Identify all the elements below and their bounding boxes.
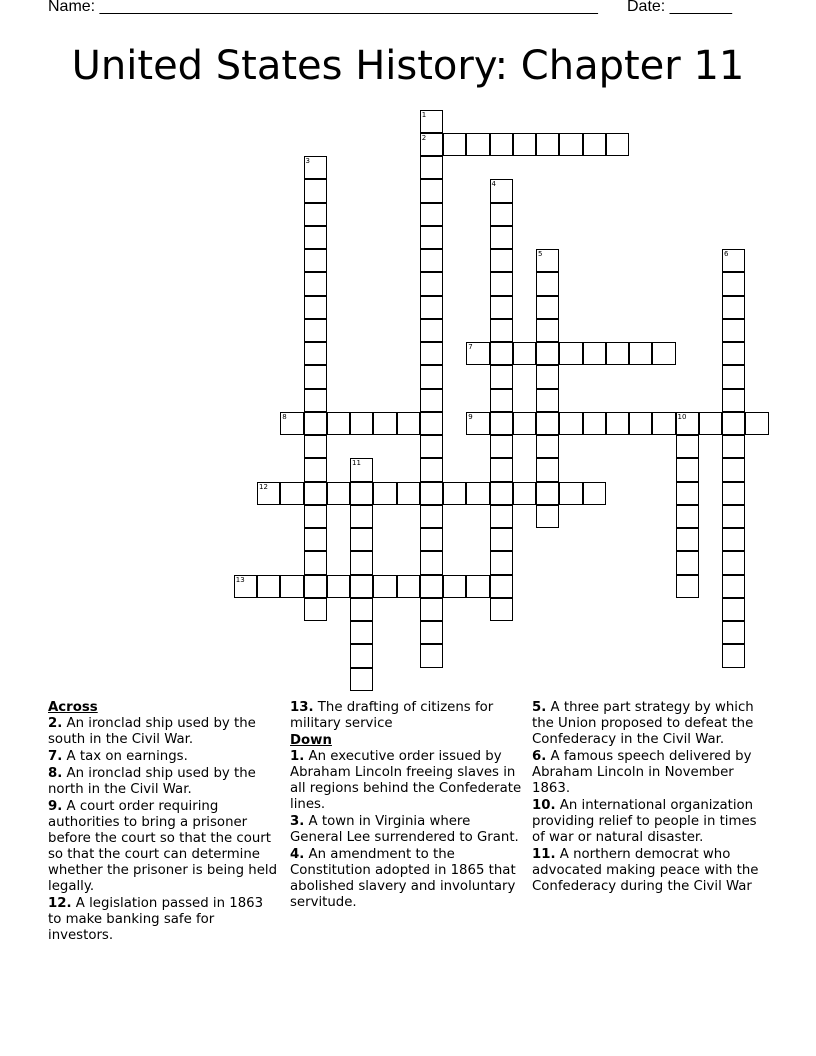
crossword-cell[interactable] bbox=[304, 458, 327, 481]
crossword-cell[interactable] bbox=[676, 551, 699, 574]
clue-number-label: 12 bbox=[259, 482, 268, 491]
crossword-cell[interactable] bbox=[304, 575, 327, 598]
crossword-cell[interactable] bbox=[559, 133, 582, 156]
crossword-cell[interactable] bbox=[745, 412, 768, 435]
clue-number-label: 4 bbox=[491, 180, 496, 189]
crossword-cell[interactable] bbox=[420, 505, 443, 528]
clue-column-3 bbox=[532, 700, 764, 896]
clue-number-label: 7 bbox=[468, 343, 473, 351]
crossword-cell[interactable] bbox=[420, 365, 443, 388]
crossword-cell[interactable] bbox=[327, 412, 350, 435]
crossword-cell[interactable] bbox=[420, 551, 443, 574]
date-line: Date: _______ bbox=[627, 0, 732, 15]
crossword-cell[interactable] bbox=[420, 458, 443, 481]
crossword-cell[interactable] bbox=[676, 528, 699, 551]
crossword-cell[interactable] bbox=[536, 458, 559, 481]
crossword-cell[interactable] bbox=[583, 133, 606, 156]
crossword-cell[interactable] bbox=[629, 342, 652, 365]
crossword-cell[interactable] bbox=[676, 412, 699, 435]
crossword-cell[interactable] bbox=[490, 319, 513, 342]
crossword-cell[interactable] bbox=[466, 133, 489, 156]
crossword-cell[interactable] bbox=[722, 249, 745, 272]
clue-number-label: 6 bbox=[724, 250, 729, 258]
crossword-cell[interactable] bbox=[490, 203, 513, 226]
clue-number: 12. bbox=[48, 896, 72, 911]
page-title: United States History: Chapter 11 bbox=[71, 43, 745, 89]
clue-number: 7. bbox=[48, 749, 63, 764]
crossword-cell[interactable] bbox=[420, 528, 443, 551]
clue-text: An ironclad ship used by the south in the Civil War. bbox=[48, 716, 256, 747]
name-line: Name: ________________________________________________________ bbox=[48, 0, 598, 15]
crossword-cell[interactable] bbox=[722, 272, 745, 295]
clue-text: A town in Virginia where General Lee surrendered to Grant. bbox=[290, 814, 519, 845]
crossword-cell[interactable] bbox=[490, 365, 513, 388]
crossword-cell[interactable] bbox=[722, 365, 745, 388]
crossword-cell[interactable] bbox=[722, 575, 745, 598]
crossword-cell[interactable] bbox=[490, 296, 513, 319]
clue-text: An amendment to the Constitution adopted in 1865 that abolished slavery and involuntary servitude. bbox=[290, 847, 516, 910]
crossword-cell[interactable] bbox=[513, 412, 536, 435]
crossword-cell[interactable] bbox=[536, 505, 559, 528]
clue-text: A three part strategy by which the Union proposed to defeat the Confederacy in the Civil War. bbox=[532, 700, 754, 747]
crossword-cell[interactable] bbox=[722, 598, 745, 621]
crossword-cell[interactable] bbox=[350, 575, 373, 598]
crossword-cell[interactable] bbox=[420, 133, 443, 156]
crossword-cell[interactable] bbox=[304, 296, 327, 319]
crossword-cell[interactable] bbox=[397, 575, 420, 598]
crossword-cell[interactable] bbox=[583, 412, 606, 435]
crossword-cell[interactable] bbox=[490, 179, 513, 202]
crossword-cell[interactable] bbox=[466, 575, 489, 598]
clue-item bbox=[48, 716, 280, 748]
crossword-cell[interactable] bbox=[350, 551, 373, 574]
crossword-cell[interactable] bbox=[490, 528, 513, 551]
crossword-cell[interactable] bbox=[420, 156, 443, 179]
crossword-cell[interactable] bbox=[304, 528, 327, 551]
crossword-cell[interactable] bbox=[490, 482, 513, 505]
crossword-cell[interactable] bbox=[513, 133, 536, 156]
crossword-cell[interactable] bbox=[490, 272, 513, 295]
crossword-cell[interactable] bbox=[420, 296, 443, 319]
clue-number-label: 1 bbox=[421, 110, 427, 119]
crossword-cell[interactable] bbox=[722, 528, 745, 551]
crossword-cell[interactable] bbox=[606, 412, 629, 435]
clue-number-label: 9 bbox=[468, 412, 473, 421]
crossword-cell[interactable] bbox=[490, 435, 513, 458]
clue-item bbox=[290, 749, 522, 813]
clue-item bbox=[290, 847, 522, 911]
crossword-cell[interactable] bbox=[350, 482, 373, 505]
crossword-cell[interactable] bbox=[280, 482, 303, 505]
crossword-cell[interactable] bbox=[490, 412, 513, 435]
crossword-cell[interactable] bbox=[420, 435, 443, 458]
clue-number: 9. bbox=[48, 799, 63, 814]
crossword-cell[interactable] bbox=[304, 389, 327, 412]
clue-number-label: 3 bbox=[305, 157, 310, 165]
crossword-cell[interactable] bbox=[327, 575, 350, 598]
crossword-cell[interactable] bbox=[722, 621, 745, 644]
across-clue-list bbox=[48, 716, 280, 944]
crossword-cell[interactable] bbox=[420, 249, 443, 272]
crossword-cell[interactable] bbox=[420, 110, 443, 133]
crossword-cell[interactable] bbox=[676, 435, 699, 458]
clue-number-label: 2 bbox=[421, 133, 427, 142]
crossword-cell[interactable] bbox=[513, 482, 536, 505]
clue-number: 10. bbox=[532, 798, 556, 813]
crossword-cell[interactable] bbox=[559, 482, 582, 505]
crossword-cell[interactable] bbox=[420, 412, 443, 435]
crossword-cell[interactable] bbox=[350, 668, 373, 691]
crossword-cell[interactable] bbox=[350, 505, 373, 528]
crossword-cell[interactable] bbox=[234, 575, 257, 598]
crossword-cell[interactable] bbox=[536, 435, 559, 458]
crossword-cell[interactable] bbox=[490, 226, 513, 249]
crossword-cell[interactable] bbox=[722, 296, 745, 319]
crossword-cell[interactable] bbox=[699, 412, 722, 435]
crossword-cell[interactable] bbox=[304, 272, 327, 295]
clue-text: A northern democrat who advocated making peace with the Confederacy during the Civil War bbox=[532, 847, 759, 894]
crossword-cell[interactable] bbox=[490, 342, 513, 365]
crossword-cell[interactable] bbox=[420, 342, 443, 365]
crossword-cell[interactable] bbox=[420, 621, 443, 644]
clue-column-2 bbox=[290, 700, 522, 912]
crossword-cell[interactable] bbox=[536, 412, 559, 435]
clue-column-1 bbox=[48, 700, 280, 945]
crossword-cell[interactable] bbox=[397, 482, 420, 505]
crossword-cell[interactable] bbox=[304, 482, 327, 505]
clue-number: 2. bbox=[48, 716, 63, 731]
crossword-cell[interactable] bbox=[327, 482, 350, 505]
clue-number-label: 13 bbox=[235, 575, 245, 584]
crossword-cell[interactable] bbox=[304, 156, 327, 179]
clue-text: An executive order issued by Abraham Lincoln freeing slaves in all regions behind the Confederate lines. bbox=[290, 749, 522, 812]
clue-number: 4. bbox=[290, 847, 305, 862]
crossword-cell[interactable] bbox=[722, 389, 745, 412]
crossword-cell[interactable] bbox=[420, 226, 443, 249]
crossword-cell[interactable] bbox=[676, 575, 699, 598]
crossword-cell[interactable] bbox=[583, 342, 606, 365]
crossword-cell[interactable] bbox=[443, 482, 466, 505]
crossword-cell[interactable] bbox=[536, 365, 559, 388]
clue-text: The drafting of citizens for military service bbox=[290, 700, 494, 731]
clue-text: A famous speech delivered by Abraham Lincoln in November 1863. bbox=[532, 749, 752, 796]
clue-item bbox=[290, 700, 522, 732]
across-clue-list-continued bbox=[290, 700, 522, 732]
crossword-cell[interactable] bbox=[373, 412, 396, 435]
crossword-cell[interactable] bbox=[722, 482, 745, 505]
crossword-cell[interactable] bbox=[490, 505, 513, 528]
crossword-cell[interactable] bbox=[606, 133, 629, 156]
crossword-cell[interactable] bbox=[304, 203, 327, 226]
clue-number: 8. bbox=[48, 766, 63, 781]
crossword-cell[interactable] bbox=[722, 551, 745, 574]
crossword-cell[interactable] bbox=[443, 133, 466, 156]
crossword-cell[interactable] bbox=[304, 179, 327, 202]
clue-number: 1. bbox=[290, 749, 305, 764]
crossword-cell[interactable] bbox=[420, 203, 443, 226]
clue-number: 6. bbox=[532, 749, 547, 764]
crossword-cell[interactable] bbox=[536, 249, 559, 272]
crossword-cell[interactable] bbox=[606, 342, 629, 365]
crossword-cell[interactable] bbox=[350, 458, 373, 481]
crossword-cell[interactable] bbox=[350, 644, 373, 667]
crossword-cell[interactable] bbox=[466, 342, 489, 365]
clue-item bbox=[532, 749, 764, 797]
crossword-cell[interactable] bbox=[722, 644, 745, 667]
clue-number-label: 5 bbox=[538, 250, 543, 258]
crossword-cell[interactable] bbox=[304, 505, 327, 528]
clue-item bbox=[532, 847, 764, 895]
crossword-cell[interactable] bbox=[420, 272, 443, 295]
clue-item bbox=[48, 766, 280, 798]
clue-item bbox=[532, 798, 764, 846]
clue-number: 3. bbox=[290, 814, 305, 829]
crossword-cell[interactable] bbox=[722, 342, 745, 365]
clue-text: An international organization providing relief to people in times of war or natural disaster. bbox=[532, 798, 757, 845]
crossword-cell[interactable] bbox=[559, 342, 582, 365]
crossword-cell[interactable] bbox=[652, 342, 675, 365]
crossword-cell[interactable] bbox=[257, 575, 280, 598]
crossword-cell[interactable] bbox=[304, 319, 327, 342]
crossword-cell[interactable] bbox=[536, 389, 559, 412]
crossword-cell[interactable] bbox=[420, 389, 443, 412]
down-clue-list bbox=[290, 749, 522, 911]
crossword-cell[interactable] bbox=[490, 133, 513, 156]
across-heading: Across bbox=[48, 700, 98, 715]
crossword-cell[interactable] bbox=[629, 412, 652, 435]
clue-text: An ironclad ship used by the north in the Civil War. bbox=[48, 766, 256, 797]
clue-text: A court order requiring authorities to bring a prisoner before the court so that the court so that the court can determine whether the prisoner is being held legally. bbox=[48, 799, 278, 894]
crossword-cell[interactable] bbox=[722, 412, 745, 435]
crossword-cell[interactable] bbox=[350, 412, 373, 435]
crossword-cell[interactable] bbox=[466, 482, 489, 505]
crossword-cell[interactable] bbox=[652, 412, 675, 435]
crossword-cell[interactable] bbox=[373, 575, 396, 598]
crossword-cell[interactable] bbox=[676, 505, 699, 528]
crossword-cell[interactable] bbox=[722, 505, 745, 528]
crossword-cell[interactable] bbox=[466, 412, 489, 435]
crossword-cell[interactable] bbox=[304, 342, 327, 365]
crossword-cell[interactable] bbox=[490, 389, 513, 412]
crossword-cell[interactable] bbox=[257, 482, 280, 505]
crossword-cell[interactable] bbox=[583, 482, 606, 505]
clue-number-label: 8 bbox=[282, 412, 287, 421]
crossword-cell[interactable] bbox=[420, 482, 443, 505]
crossword-cell[interactable] bbox=[722, 319, 745, 342]
crossword-cell[interactable] bbox=[443, 575, 466, 598]
crossword-cell[interactable] bbox=[722, 435, 745, 458]
crossword-cell[interactable] bbox=[304, 551, 327, 574]
clue-item bbox=[48, 799, 280, 895]
crossword-cell[interactable] bbox=[304, 226, 327, 249]
crossword-cell[interactable] bbox=[350, 598, 373, 621]
crossword-cell[interactable] bbox=[373, 482, 396, 505]
crossword-cell[interactable] bbox=[490, 458, 513, 481]
crossword-cell[interactable] bbox=[490, 551, 513, 574]
crossword-cell[interactable] bbox=[722, 458, 745, 481]
crossword-cell[interactable] bbox=[513, 342, 536, 365]
clue-item bbox=[290, 814, 522, 846]
crossword-cell[interactable] bbox=[536, 319, 559, 342]
crossword-cell[interactable] bbox=[350, 621, 373, 644]
crossword-cell[interactable] bbox=[304, 598, 327, 621]
clue-text: A legislation passed in 1863 to make banking safe for investors. bbox=[48, 896, 264, 943]
crossword-cell[interactable] bbox=[490, 249, 513, 272]
crossword-cell[interactable] bbox=[490, 575, 513, 598]
crossword-cell[interactable] bbox=[490, 598, 513, 621]
crossword-cell[interactable] bbox=[420, 644, 443, 667]
crossword-cell[interactable] bbox=[536, 133, 559, 156]
crossword-cell[interactable] bbox=[420, 598, 443, 621]
crossword-cell[interactable] bbox=[304, 435, 327, 458]
crossword-cell[interactable] bbox=[559, 412, 582, 435]
clue-number: 11. bbox=[532, 847, 556, 862]
crossword-cell[interactable] bbox=[536, 482, 559, 505]
down-heading: Down bbox=[290, 733, 332, 748]
clue-item bbox=[48, 749, 280, 765]
crossword-cell[interactable] bbox=[536, 272, 559, 295]
crossword-cell[interactable] bbox=[420, 319, 443, 342]
clue-number: 13. bbox=[290, 700, 314, 715]
crossword-cell[interactable] bbox=[420, 575, 443, 598]
crossword-cell[interactable] bbox=[304, 412, 327, 435]
crossword-cell[interactable] bbox=[536, 296, 559, 319]
down-clue-list-continued bbox=[532, 700, 764, 895]
crossword-cell[interactable] bbox=[304, 365, 327, 388]
clue-number: 5. bbox=[532, 700, 547, 715]
crossword-cell[interactable] bbox=[304, 249, 327, 272]
clue-number-label: 11 bbox=[352, 459, 361, 468]
crossword-cell[interactable] bbox=[676, 458, 699, 481]
clue-item bbox=[48, 896, 280, 944]
crossword-cell[interactable] bbox=[676, 482, 699, 505]
crossword-cell[interactable] bbox=[280, 412, 303, 435]
clue-text: A tax on earnings. bbox=[62, 749, 188, 764]
crossword-cell[interactable] bbox=[397, 412, 420, 435]
clue-number-label: 10 bbox=[677, 412, 687, 421]
crossword-cell[interactable] bbox=[420, 179, 443, 202]
crossword-cell[interactable] bbox=[536, 342, 559, 365]
crossword-cell[interactable] bbox=[350, 528, 373, 551]
crossword-cell[interactable] bbox=[280, 575, 303, 598]
clue-item bbox=[532, 700, 764, 748]
